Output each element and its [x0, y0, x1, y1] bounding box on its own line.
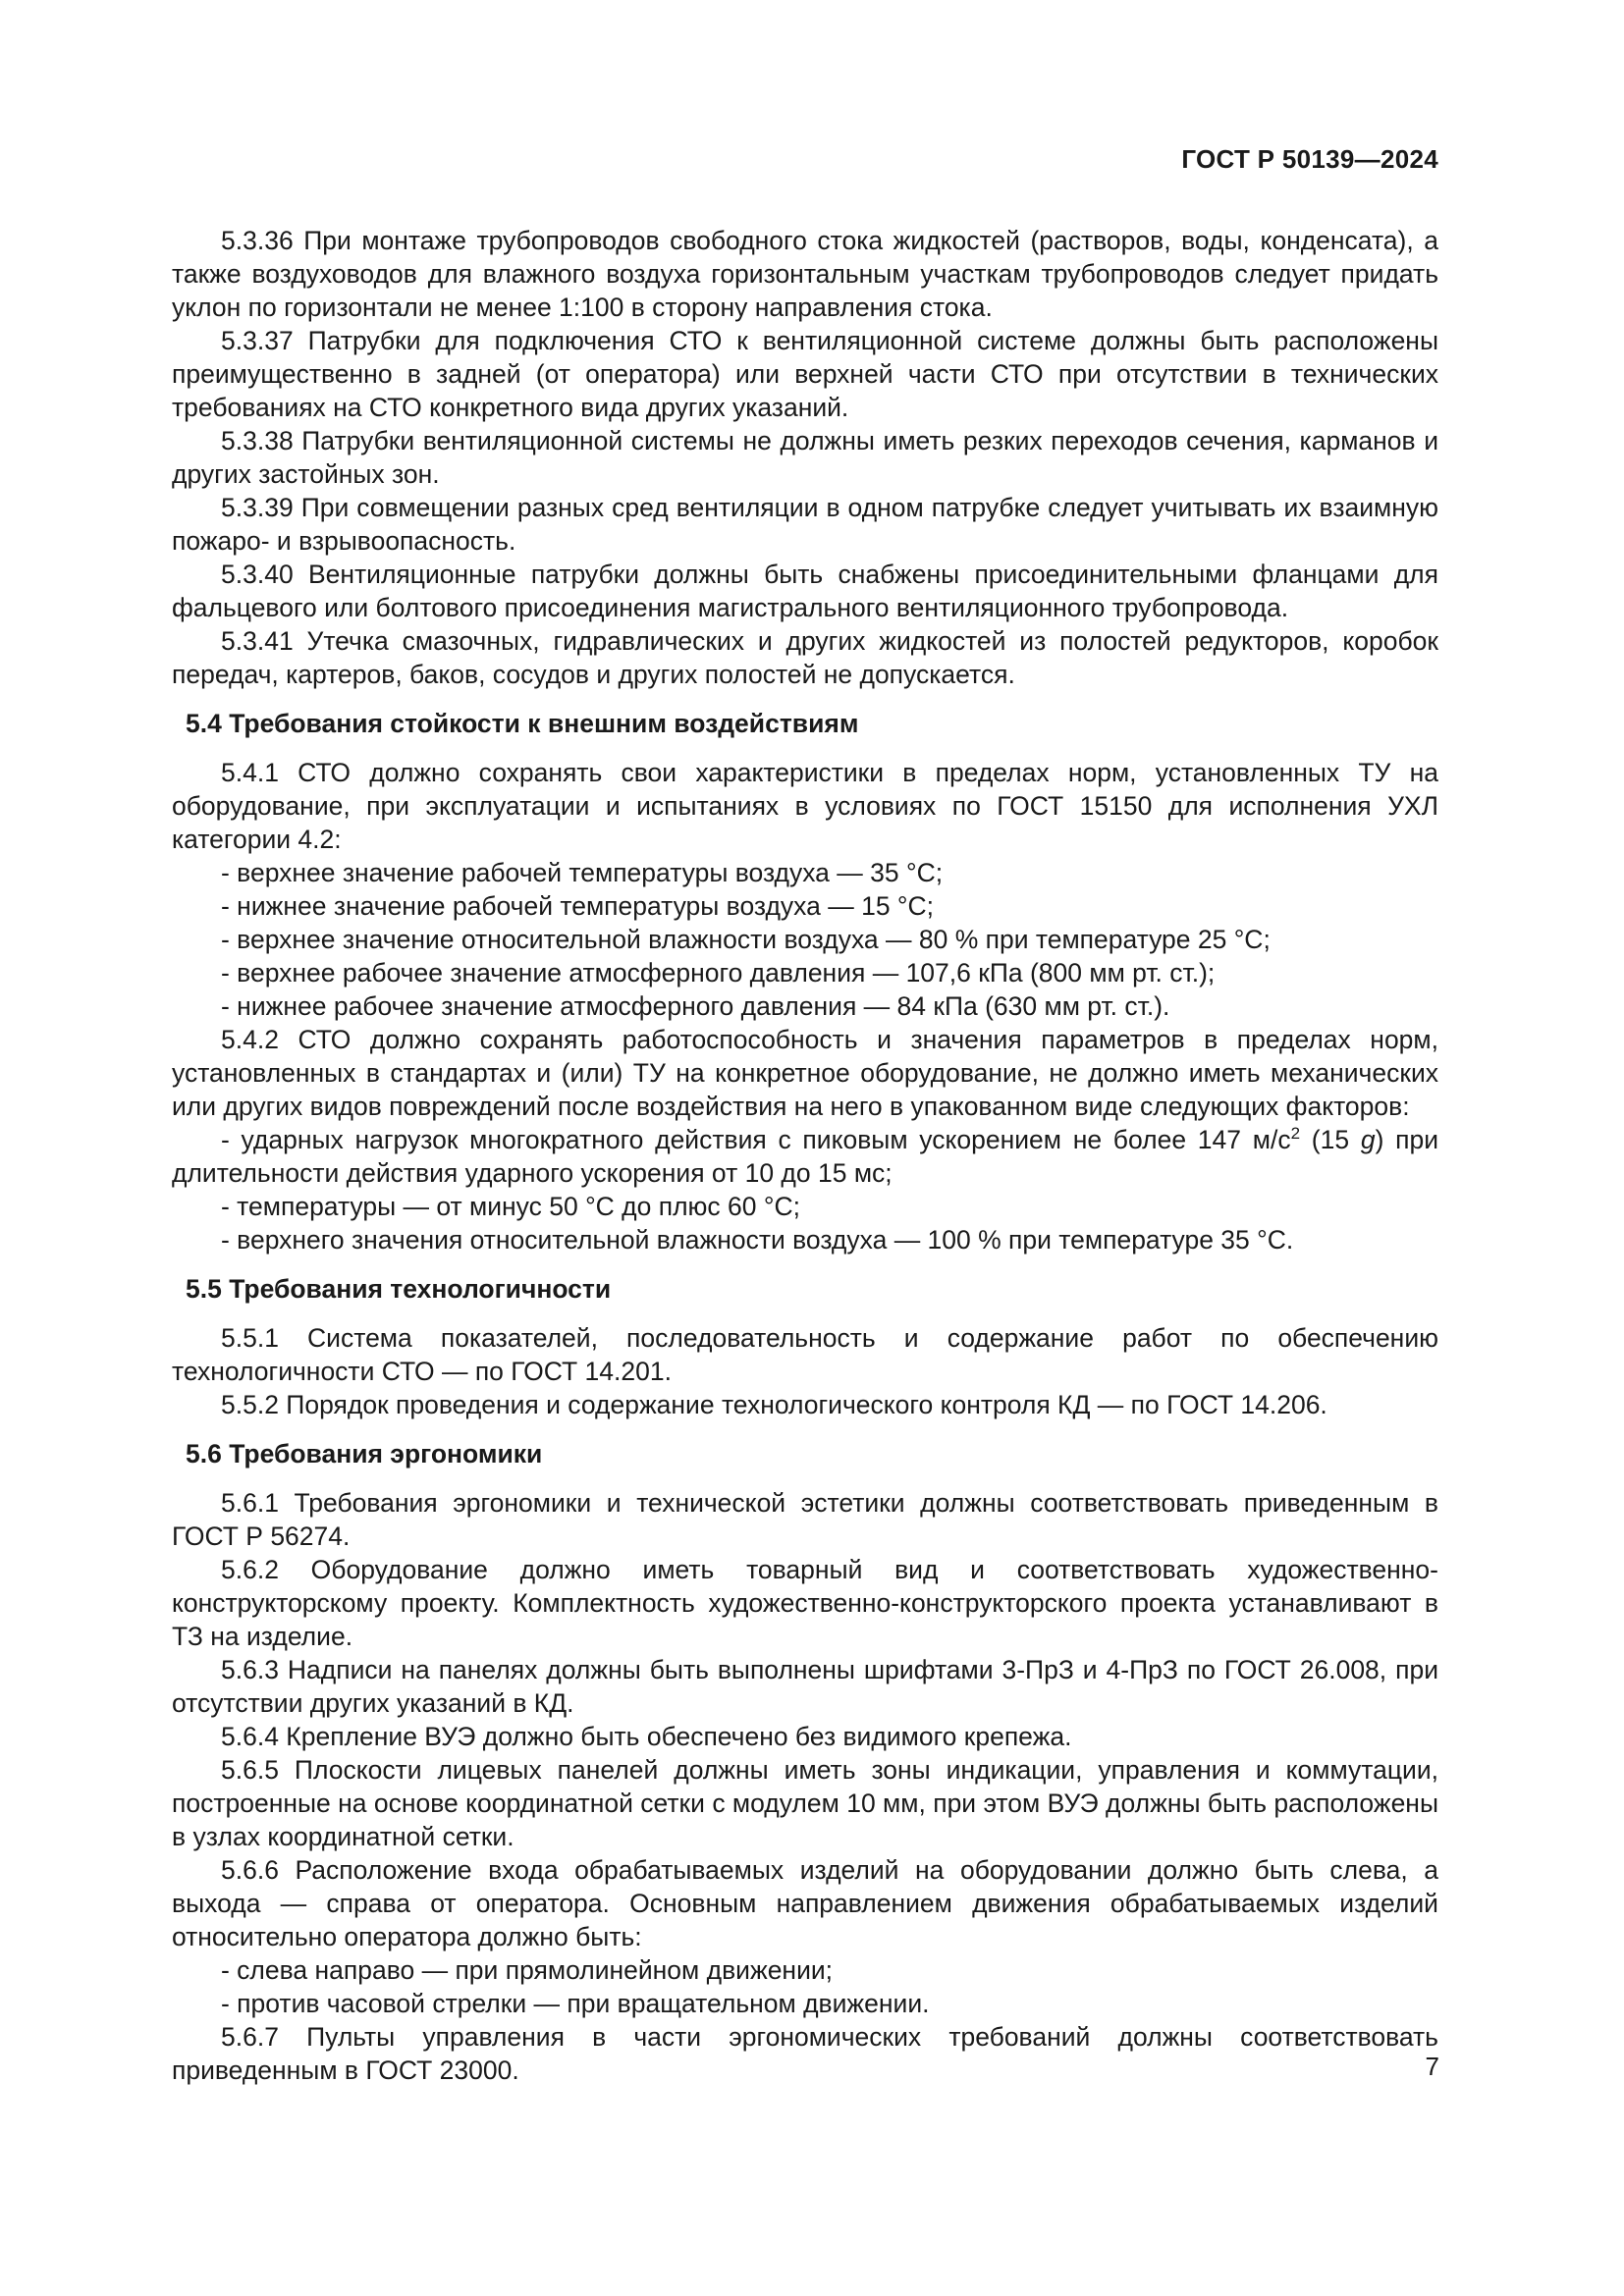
paragraph-5-3-41: 5.3.41 Утечка смазочных, гидравлических и других жидкостей из полостей редукторов, коробок передач, картеров, баков, сосудов и других полостей не допускается. — [172, 626, 1438, 689]
gravity-symbol: g — [1360, 1125, 1376, 1154]
list-item: - верхнее значение относительной влажности воздуха — 80 % при температуре 25 °С; — [221, 925, 1271, 954]
list-item: - верхнего значения относительной влажности воздуха — 100 % при температуре 35 °С. — [221, 1225, 1294, 1255]
paragraph-5-6-4: 5.6.4 Крепление ВУЭ должно быть обеспечено без видимого крепежа. — [221, 1722, 1072, 1751]
page-number: 7 — [1425, 2052, 1439, 2081]
shock-text-a: - ударных нагрузок многократного действия с пиковым ускорением не более 147 м/с — [221, 1125, 1291, 1154]
paragraph-5-6-3: 5.6.3 Надписи на панелях должны быть выполнены шрифтами 3-ПрЗ и 4-ПрЗ по ГОСТ 26.008, при отсутствии других указаний в КД. — [172, 1655, 1438, 1718]
paragraph-5-5-1: 5.5.1 Система показателей, последовательность и содержание работ по обеспечению технологичности СТО — по ГОСТ 14.201. — [172, 1323, 1438, 1386]
paragraph-5-3-36: 5.3.36 При монтаже трубопроводов свободного стока жидкостей (растворов, воды, конденсата), а также воздуховодов для влажного воздуха горизонтальным участкам трубопроводов следует придать уклон по горизонтали не менее 1:100 в сторону направления стока. — [172, 226, 1438, 322]
paragraph-5-4-1: 5.4.1 СТО должно сохранять свои характеристики в пределах норм, установленных ТУ на оборудование, при эксплуатации и испытаниях в условиях по ГОСТ 15150 для исполнения УХЛ категории 4.2: — [172, 758, 1438, 854]
list-item: - верхнее рабочее значение атмосферного давления — 107,6 кПа (800 мм рт. ст.); — [221, 958, 1216, 988]
paragraph-5-3-40: 5.3.40 Вентиляционные патрубки должны быть снабжены присоединительными фланцами для фальцевого или болтового присоединения магистрального вентиляционного трубопровода. — [172, 560, 1438, 622]
section-heading-5-5: 5.5 Требования технологичности — [186, 1274, 612, 1304]
paragraph-5-6-1: 5.6.1 Требования эргономики и технической эстетики должны соответствовать приведенным в ГОСТ Р 56274. — [172, 1488, 1438, 1551]
shock-text-c: ) при длительности действия ударного ускорения от 10 до 15 мс; — [172, 1125, 1439, 1188]
paragraph-5-6-5: 5.6.5 Плоскости лицевых панелей должны иметь зоны индикации, управления и коммутации, построенные на основе координатной сетки с модулем 10 мм, при этом ВУЭ должны быть расположены в узлах координатной сетки. — [172, 1755, 1438, 1851]
paragraph-5-3-39: 5.3.39 При совмещении разных сред вентиляции в одном патрубке следует учитывать их взаимную пожаро- и взрывоопасность. — [172, 493, 1438, 556]
document-header: ГОСТ Р 50139—2024 — [1181, 144, 1438, 174]
list-item: - температуры — от минус 50 °С до плюс 60 °С; — [221, 1192, 800, 1221]
section-heading-5-6: 5.6 Требования эргономики — [186, 1439, 543, 1468]
shock-text-b: (15 — [1300, 1125, 1361, 1154]
paragraph-5-6-6: 5.6.6 Расположение входа обрабатываемых изделий на оборудовании должно быть слева, а выхода — справа от оператора. Основным направлением движения обрабатываемых изделий относительно оператора должно быть: — [172, 1855, 1438, 1951]
paragraph-5-6-7: 5.6.7 Пульты управления в части эргономических требований должны соответствовать приведенным в ГОСТ 23000. — [172, 2022, 1438, 2085]
paragraph-5-5-2: 5.5.2 Порядок проведения и содержание технологического контроля КД — по ГОСТ 14.206. — [221, 1390, 1327, 1419]
list-item: - слева направо — при прямолинейном движении; — [221, 1955, 834, 1985]
paragraph-5-3-37: 5.3.37 Патрубки для подключения СТО к вентиляционной системе должны быть расположены преимущественно в задней (от оператора) или верхней части СТО при отсутствии в технических требованиях на СТО конкретного вида других указаний. — [172, 326, 1438, 422]
list-item: - нижнее рабочее значение атмосферного давления — 84 кПа (630 мм рт. ст.). — [221, 991, 1170, 1021]
paragraph-5-3-38: 5.3.38 Патрубки вентиляционной системы не должны иметь резких переходов сечения, карманов и других застойных зон. — [172, 426, 1438, 489]
list-item: - против часовой стрелки — при вращательном движении. — [221, 1989, 930, 2018]
paragraph-5-4-2: 5.4.2 СТО должно сохранять работоспособность и значения параметров в пределах норм, установленных в стандартах и (или) ТУ на конкретное оборудование, не должно иметь механических или других видов повреждений после воздействия на него в упакованном виде следующих факторов: — [172, 1025, 1438, 1121]
superscript: 2 — [1290, 1124, 1301, 1144]
paragraph-5-6-2: 5.6.2 Оборудование должно иметь товарный вид и соответствовать художественно-конструкторскому проекту. Комплектность художественно-конструкторского проекта устанавливают в ТЗ на изделие. — [172, 1555, 1438, 1651]
list-item-shock — [172, 1123, 1438, 1190]
list-item: - нижнее значение рабочей температуры воздуха — 15 °С; — [221, 891, 935, 921]
document-body — [172, 224, 1438, 2087]
section-heading-5-4: 5.4 Требования стойкости к внешним воздействиям — [186, 709, 859, 738]
list-item: - верхнее значение рабочей температуры воздуха — 35 °С; — [221, 858, 944, 887]
